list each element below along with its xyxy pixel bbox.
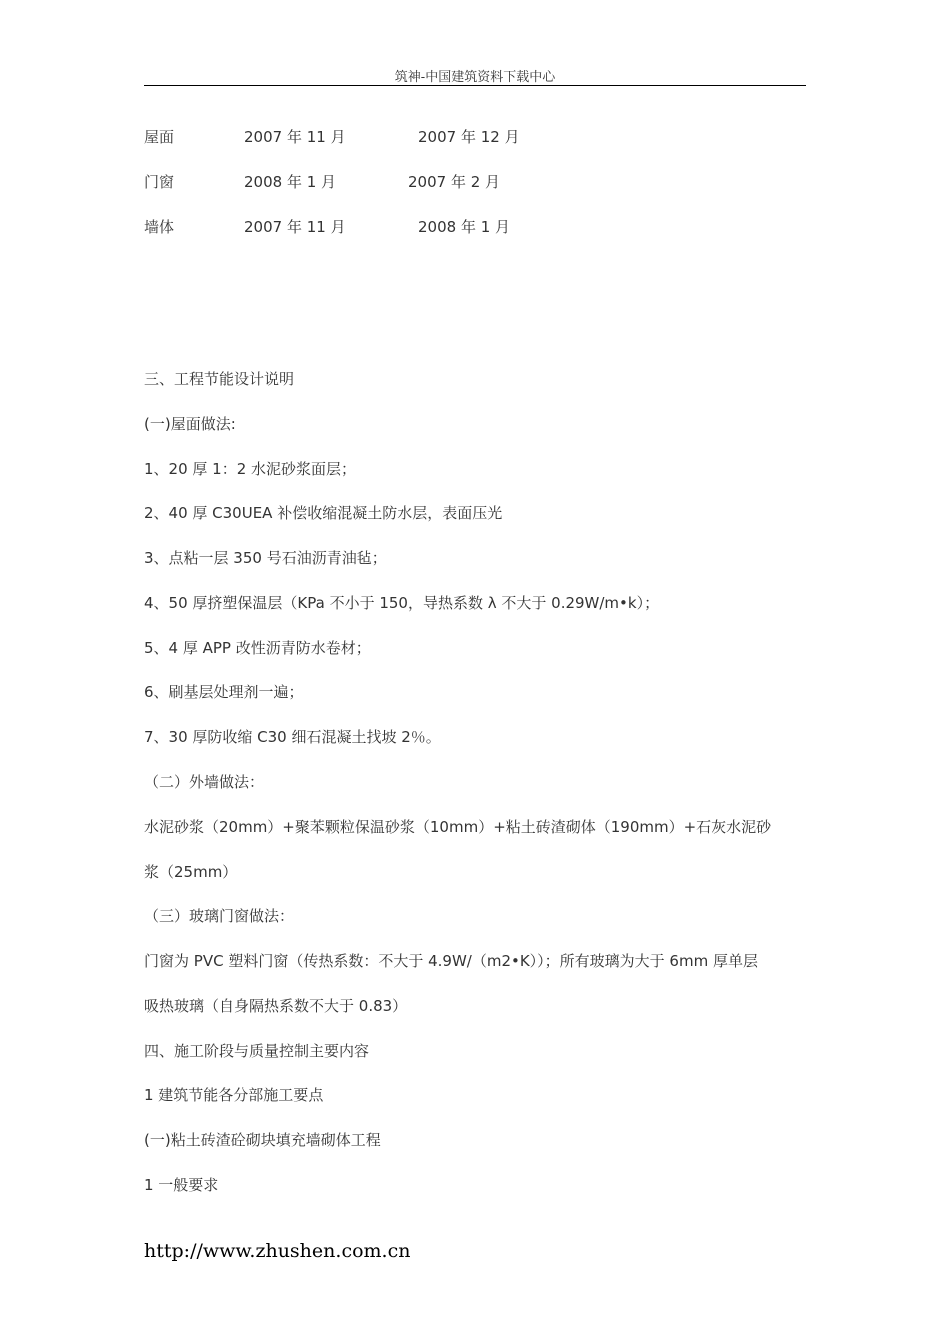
header-divider bbox=[144, 85, 806, 86]
section-heading: 三、工程节能设计说明 bbox=[144, 370, 295, 388]
subsection-heading: 1 建筑节能各分部施工要点 bbox=[144, 1086, 324, 1104]
schedule-item: 屋面 bbox=[144, 128, 175, 146]
subsection-heading: (一)粘土砖渣砼砌块填充墙砌体工程 bbox=[144, 1131, 381, 1149]
section-heading: 四、施工阶段与质量控制主要内容 bbox=[144, 1042, 370, 1060]
subsection-heading: （三）玻璃门窗做法： bbox=[144, 907, 295, 925]
schedule-item: 门窗 bbox=[144, 173, 175, 191]
paragraph-line: 水泥砂浆（20mm）+聚苯颗粒保温砂浆（10mm）+粘土砖渣砌体（190mm）+石灰水泥砂 bbox=[144, 818, 772, 836]
subsection-heading: 1 一般要求 bbox=[144, 1176, 219, 1194]
footer-url: http://www.zhushen.com.cn bbox=[144, 1240, 411, 1262]
list-item: 5、4 厚 APP 改性沥青防水卷材； bbox=[144, 639, 371, 657]
list-item: 2、40 厚 C30UEA 补偿收缩混凝土防水层，表面压光 bbox=[144, 504, 503, 522]
schedule-start: 2007 年 11 月 bbox=[244, 218, 346, 236]
paragraph-line: 吸热玻璃（自身隔热系数不大于 0.83） bbox=[144, 997, 408, 1015]
schedule-item: 墙体 bbox=[144, 218, 175, 236]
page-header: 筑神-中国建筑资料下载中心 bbox=[394, 70, 556, 85]
schedule-end: 2008 年 1 月 bbox=[418, 218, 511, 236]
schedule-end: 2007 年 2 月 bbox=[408, 173, 501, 191]
paragraph-line: 门窗为 PVC 塑料门窗（传热系数：不大于 4.9W/（m2•K））；所有玻璃为大于 6mm 厚单层 bbox=[144, 952, 758, 970]
subsection-heading: (一)屋面做法: bbox=[144, 415, 236, 433]
paragraph-line: 浆（25mm） bbox=[144, 863, 238, 881]
list-item: 7、30 厚防收缩 C30 细石混凝土找坡 2％。 bbox=[144, 728, 441, 746]
list-item: 1、20 厚 1：2 水泥砂浆面层； bbox=[144, 460, 357, 478]
schedule-end: 2007 年 12 月 bbox=[418, 128, 520, 146]
subsection-heading: （二）外墙做法： bbox=[144, 773, 265, 791]
list-item: 6、刷基层处理剂一遍； bbox=[144, 683, 304, 701]
list-item: 3、点粘一层 350 号石油沥青油毡； bbox=[144, 549, 387, 567]
list-item: 4、50 厚挤塑保温层（KPa 不小于 150，导热系数 λ 不大于 0.29W/m•k）； bbox=[144, 594, 660, 612]
schedule-start: 2008 年 1 月 bbox=[244, 173, 337, 191]
schedule-start: 2007 年 11 月 bbox=[244, 128, 346, 146]
